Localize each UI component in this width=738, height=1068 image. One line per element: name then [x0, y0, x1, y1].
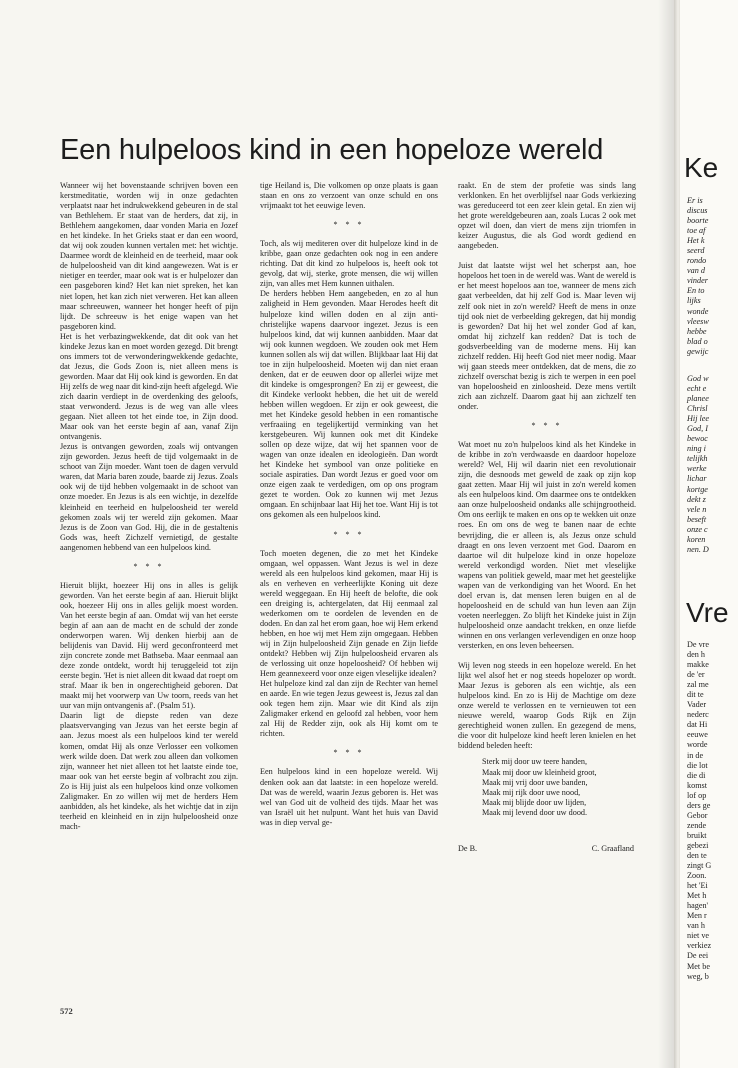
poem-line: Maak mij levend door uw dood.	[482, 807, 588, 817]
text-column-3	[458, 181, 636, 854]
paragraph: Daarin ligt de diepste reden van deze plaatsvervanging van Jezus van het eerste begin af aan. Jezus moest als een hulpeloos kind ter wereld komen, omdat Hij als onze Verlosser een volkomen werk wilde doen. Dat werk zou alleen dan volkomen zijn, wanneer het niet alleen tot het laatste einde toe, maar ook van het eerste begin af volbracht zou zijn. Zo is Hij juist als een hulpeloos kind onze volkomen Zaligmaker. En zo willen wij met de herders Hem aanbidden, als het kindeke, als het wichtje dat in zijn teerheid en kleinheid en in zijn hulpeloosheid onze mach-	[60, 711, 238, 831]
poem-line: Maak mij blijde door uw lijden,	[482, 797, 587, 807]
poem-line: Sterk mij door uw teere handen,	[482, 757, 588, 767]
article-title: Een hulpeloos kind in een hopeloze wereld	[60, 134, 604, 166]
poem-line: Maak mij door uw kleinheid groot,	[482, 767, 597, 777]
section-separator: * * *	[333, 529, 365, 539]
next-body-text: De vre den h makke de 'er zal me dit te Vader nederc dat Hi eeuwe worde in de die lot die di komst lof op ders ge Gebor zende bruikt gebezi den te zingt G Zoon. het 'Ei Met h hagen' Men r van h niet ve verkiez De eei Met be weg, b	[687, 640, 712, 981]
paragraph: Toch moeten degenen, die zo met het Kindeke omgaan, wel oppassen. Want Jezus is wel in deze wereld als een hulpeloos kind gekomen, maar Hij is als en verheven en verheerlijkte Koning uit deze wereld weggegaan. En Hij heeft de belofte, die ook een dreiging is, achtergelaten, dat Hij eenmaal zal wederkomen om te oordelen de levenden en de doden. En dan zal het erom gaan, hoe wij Hem erkend hebben, en hoe wij met Hem zijn omgegaan. Hebben wij in Zijn hulpeloosheid Zijn genade en Zijn liefde ontdekt? Hebben wij Zijn hulpeloosheid ervaren als de verlossing uit onze hopeloosheid? Of hebben wij Hem geannexeerd voor onze eigen vleselijke idealen?	[260, 548, 438, 679]
page-number: 572	[60, 1006, 73, 1016]
right-page-fragment	[680, 0, 738, 1068]
next-article-title-2: Vre	[686, 597, 729, 628]
poem-line: Maak mij rijk door uwe nood,	[482, 787, 581, 797]
section-separator: * * *	[333, 220, 365, 230]
paragraph: Jezus is ontvangen geworden, zoals wij ontvangen zijn geworden. Jezus heeft de tijd volgemaakt in de schoot van Zijn moeder. Want toen de dagen vervuld waren, dat Maria baren zoude, baarde zij Jezus. Zoals ook wij de tijd hebben volgemaakt in de schoot van onze moeder. En Jezus is als een wichtje, in dezelfde kleinheid en teerheid en hulpeloosheid ter wereld gekomen zoals wij ter wereld zijn gekomen. Maar Jezus is de Zoon van God. Hij, die in de gestaltenis Gods was, heeft Zichzelf vernietigd, de gestalte aangenomen hebbend van een hulpeloos kind.	[60, 442, 238, 552]
signature-left: De B.	[458, 843, 478, 853]
paragraph: Wij leven nog steeds in een hopeloze wereld. En het lijkt wel alsof het er nog steeds hopelozer op wordt. Maar Jezus is geboren als een wichtje, als een hulpeloos kind. En zo is Hij de Machtige om deze onze wereld te verlossen en te vernieuwen tot een nieuwe wereld, waarop Gods Rijk en Zijn gerechtigheid wonen zullen. En gezegend de mens, die voor dit hulpeloze kind heeft leren knielen en het biddend beleden heeft:	[458, 661, 636, 751]
paragraph: De herders hebben Hem aangebeden, en zo al hun zaligheid in Hem gevonden. Maar Herodes heeft dit hulpeloze kind willen doden en al zijn anti-christelijke wapens daarvoor ingezet. Jezus is een hulpeloos kind, dat wij kunnen aanbidden. Maar dat wij ook kunnen wegdoen. We zouden ook met Hem kunnen sollen als wij dat willen. Blijkbaar laat Hij dat toe in zijn hulpeloosheid. Moeten wij dan niet eraan denken, dat er de eeuwen door op allerlei wijze met dit kindeke is omgesprongen? En zij er geweest, die dit Kindeke verlookt hebben, die het uit de wereld hebben willen wegdoen. Er zijn er ook geweest, die met het Kindeke gesold hebben in een romantische verfraaiing en tegelijkertijd verminking van het kerstgebeuren. Wij kunnen ook met dit Kindeke sollen op deze wijze, dat wij het spannen voor de wagen van onze idealen en ideologieën. Dan wordt het Kindeke het symbool van onze politieke en sociale aspiraties. Dan wordt Jezus er goed voor om onze eigen zaak te verdedigen, om op ons program gezet te worden. Ook zo kunnen wij met Jezus omgaan. En schijnbaar laat Hij het toe. Want Hij is tot ons gekomen als een hulpeloos kind.	[260, 289, 438, 520]
closing-poem	[482, 757, 636, 817]
text-column-2	[260, 181, 438, 828]
text-column-1	[60, 181, 238, 832]
paragraph: tige Heiland is, Die volkomen op onze plaats is gaan staan en ons zo verzoent van onze schuld en ons vrijmaakt tot het eeuwige leven.	[260, 181, 438, 211]
next-intro-text: Er is discus boorte toe af Het k seerd rondo van d vinder En to lijks wonde vleesw hebbe blad o gewijc	[687, 196, 709, 356]
paragraph: Het hulpeloze kind zal dan zijn de Rechter van hemel en aarde. En wie tegen Jezus geweest is, Jezus zal dan ook tegen hem zijn. Maar wie dit Kind als zijn Zaligmaker erkend en geloofd zal hebben, voor hem zal Hij de Redder zijn, ook als Hij komt om te richten.	[260, 679, 438, 739]
author-name: C. Graafland	[591, 843, 634, 853]
section-separator: * * *	[531, 421, 563, 431]
paragraph: Een hulpeloos kind in een hopeloze wereld. Wij denken ook aan dat laatste: in een hopeloze wereld. Dat was de wereld, waarin Jezus geboren is. Het was wel van God uit de volheid des tijds. Maar het was van Israël uit het nulpunt. Want het huis van David was in diep verval ge-	[260, 767, 438, 827]
paragraph: Wat moet nu zo'n hulpeloos kind als het Kindeke in de kribbe in zo'n verdwaasde en daardoor hopeloze wereld? Wel, Hij wil daarin niet een revolutionair zijn, die desnoods met geweld de zaak op zijn kop gaat zetten. Maar Hij wil juist in zo'n wereld komen als een hulpeloos kind. Om daarmee ons te ontdekken aan onze hulpeloosheid ondanks alle schijngrootheid. Om ons eerlijk te maken en ons op te wekken uit onze roes. En om ons de weg te banen naar de echte bevrijding, die er alleen is, als Jezus onze schuld draagt en ons leven verzoent met God. Daarom en daartoe wil dit hulpeloze kind in onze hopeloze wereld verkondigd worden. Niet met vleselijke wapens van politiek geweld, maar met het geestelijke wapen van de verkondiging van het Woord. En het doel ervan is, dat mensen leren buigen en al de hopeloosheid en de schuld van hun leven aan Zijn voeten neerleggen. Zo blijft het Kindeke juist in Zijn hulpeloosheid onze aandacht trekken, en onze liefde winnen en ons verlangen verlevendigen en onze hoop versterken, en ons leven beheersen.	[458, 440, 636, 651]
section-separator: * * *	[133, 561, 165, 571]
paragraph: raakt. En de stem der profetie was sinds lang verklonken. En het overblijfsel naar Gods verkiezing was gereduceerd tot een zeer klein getal. En zien wij het grote wereldgebeuren aan, zoals Lucas 2 ook met opzet wil doen, dan viert de mens zijn triomfen in keizer Augustus, die als God wordt gediend en aangebeden.	[458, 181, 636, 251]
signature-line	[458, 844, 636, 854]
paragraph: Wanneer wij het bovenstaande schrijven boven een kerstmeditatie, worden wij in onze gedachten verplaatst naar het indrukwekkend gebeuren in de stal van Bethlehem. Er staat van de herders, dat zij, in Bethlehem aangekomen, daar vonden Maria en Jozef en het kindeke. In het Grieks staat er dan een woord, dat wij ook zouden kunnen vertalen met: het wichtje. Daarmee wordt de kleinheid en de teerheid, maar ook de hulpeloosheid van dit kind aangewezen. Wat is er nietiger en teerder, maar ook wat is er hulpelozer dan een pasgeboren kind? Het kan niet spreken, het kan niet lopen, het kan zich niet verweren. Het kan alleen maar schreeuwen, wanneer het honger heeft of pijn lijdt. De schreeuw is het enige wapen van het pasgeboren kind.	[60, 181, 238, 331]
paragraph: Toch, als wij mediteren over dit hulpeloze kind in de kribbe, gaan onze gedachten ook nog in een andere richting. Dat dit kind zo hulpeloos is, heeft ook tot gevolg, dat wij, sterke, grote mensen, die wij willen zijn, van alles met Hem kunnen uithalen.	[260, 239, 438, 289]
paragraph: Juist dat laatste wijst wel het scherpst aan, hoe hopeloos het toen in de wereld was. Want de wereld is er het meest hopeloos aan toe, wanneer de mens zich gaat verbeelden, dat hij zelf God is. Maar leven wij zelf ook niet in zo'n wereld? Heeft de mens in onze tijd ook niet de verbeelding gekregen, dat hij mondig is geworden? Dat hij het wel zonder God af kan, omdat hij zichzelf kan redden? Dat is toch de godsverbeelding van de moderne mens. Hij kan zichzelf redden. Hij heeft God niet meer nodig. Maar wij gaan steeds meer ontdekken, dat de mens, die zo zichzelf overschat bezig is zich te werpen in een poel van hopeloosheid en zinloosheid. Deze mens vertilt zich aan zichzelf. Daarom gaat hij aan zichzelf ten onder.	[458, 261, 636, 411]
next-mid-text: God w echt e planee Chrisl Hij lee God, I bewoc ning i telijkh werke lichar kortge dekt z vele n beseft onze c koren nen. D	[687, 374, 710, 554]
paragraph: Hieruit blijkt, hoezeer Hij ons in alles is gelijk geworden. Van het eerste begin af aan. Hieruit blijkt ook, hoezeer Hij ons in alles gelijk moest worden. Van het eerste begin af aan. Omdat wij van het eerste begin af aan aan de macht en de schuld der zonde onderworpen waren. Wij denken hierbij aan de belijdenis van David. Hij werd geconfronteerd met zijn concrete zonde met Bathseba. Maar eenmaal aan deze zonde ontdekt, wordt hij teruggeleid tot zijn eerste begin. 'Het is niet alleen dit kwaad dat roept om straf. Maar ik ben in ongerechtigheid geboren. Dat maakt mij het voorwerp van Uw toorn, reeds van het uur van mijn ontvangenis af'. (Psalm 51).	[60, 580, 238, 711]
poem-line: Maak mij vrij door uwe banden,	[482, 777, 588, 787]
section-separator: * * *	[333, 748, 365, 758]
next-article-title: Ke	[684, 152, 719, 183]
paragraph: Het is het verbazingwekkende, dat dit ook van het kindeke Jezus kan en moet worden gezegd. Dit brengt ons immers tot de verwonderingwekkende gedachte, dat Jezus, die Gods Zoon is, niet alleen mens is geworden. Maar dat Hij ook kind is geworden. En dat Hij zelfs de weg naar dit kind-zijn heeft afgelegd. Wie zich daarin verdiept in de overdenking des geloofs, staat verwonderd. Jezus is de weg van alle vlees gegaan. Niet alleen tot het einde toe, in Zijn dood. Maar ook van het eerste begin af aan, vanaf Zijn ontvangenis.	[60, 331, 238, 442]
